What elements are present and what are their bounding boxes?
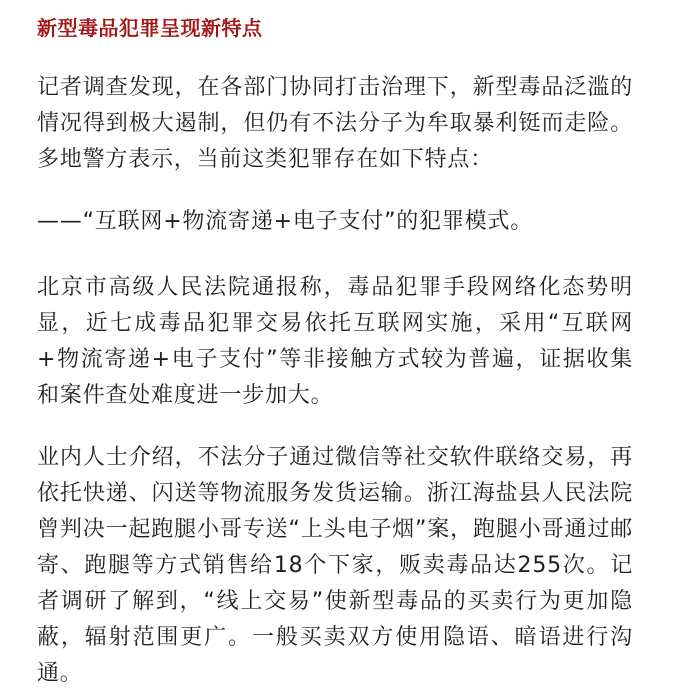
article-paragraph-1: 记者调查发现，在各部门协同打击治理下，新型毒品泛滥的情况得到极大遏制，但仍有不法分子为牟取暴利铤而走险。多地警方表示，当前这类犯罪存在如下特点： <box>37 75 633 172</box>
article-paragraph-4: 业内人士介绍，不法分子通过微信等社交软件联络交易，再依托快递、闪送等物流服务发货运输。浙江海盐县人民法院曾判决一起跑腿小哥专送“上头电子烟”案，跑腿小哥通过邮寄、跑腿等方式销售给18个下家，贩卖毒品达255次。记者调研了解到，“线上交易”使新型毒品的买卖行为更加隐蔽，辐射范围更广。一般买卖双方使用隐语、暗语进行沟通。 <box>37 445 633 686</box>
article-paragraph-2: ——“互联网+物流寄递+电子支付”的犯罪模式。 <box>37 209 534 234</box>
article-paragraph-3: 北京市高级人民法院通报称，毒品犯罪手段网络化态势明显，近七成毒品犯罪交易依托互联网实施，采用“互联网+物流寄递+电子支付”等非接触方式较为普遍，证据收集和案件查处难度进一步加大。 <box>37 275 633 408</box>
article-title: 新型毒品犯罪呈现新特点 <box>37 16 263 40</box>
